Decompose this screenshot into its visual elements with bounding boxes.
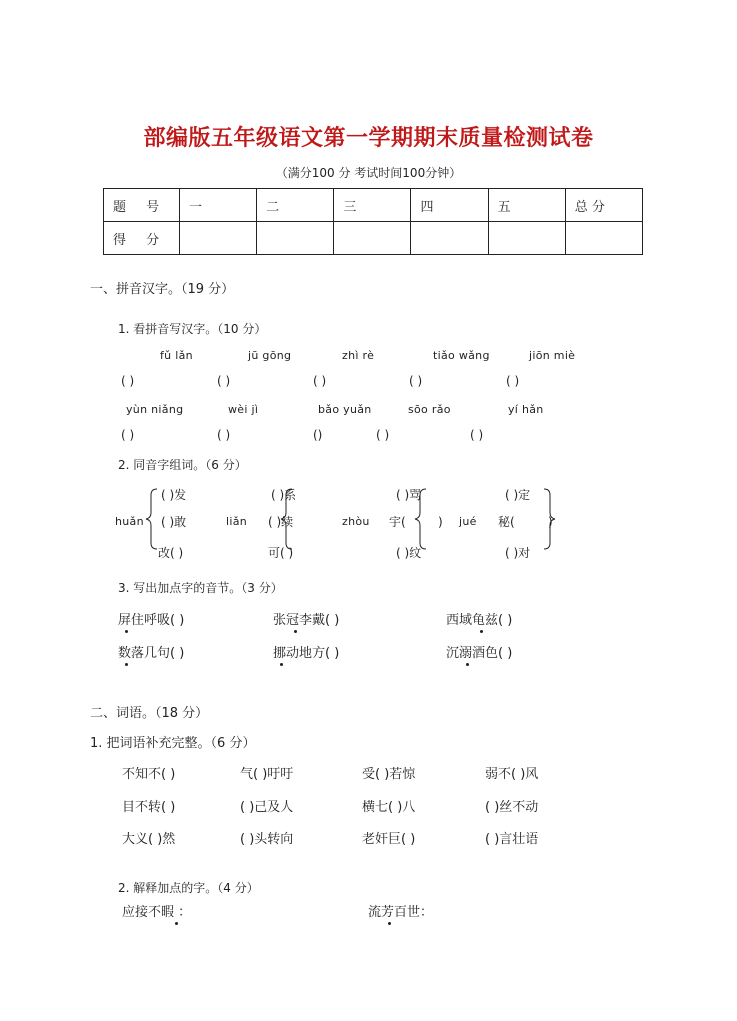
definition-item[interactable]: 应接不暇 ： [122, 905, 192, 920]
pronunciation-item[interactable] [446, 614, 512, 627]
pronunciation-item[interactable] [273, 614, 339, 627]
homophone-item[interactable]: ( )骂 [396, 488, 422, 502]
pronunciation-item[interactable] [118, 647, 184, 660]
pinyin: tiǎo wǎng [433, 349, 490, 362]
homophone-item[interactable]: ( )续 [268, 515, 294, 529]
table-cell: 总 分 [565, 189, 642, 222]
item-text: 数落几句( ) [118, 646, 185, 661]
idiom-item[interactable]: 横七( )八 [362, 800, 416, 815]
idiom-item[interactable]: 弱不( )风 [485, 767, 539, 782]
homophone-item[interactable]: ( )纹 [396, 546, 422, 560]
homophone-item[interactable]: ( )发 [161, 488, 187, 502]
pinyin: bǎo yuǎn [318, 403, 372, 416]
pinyin: jū gōng [248, 349, 292, 362]
emphasis-dot [294, 630, 297, 633]
pinyin: zhì rè [342, 349, 375, 362]
idiom-item[interactable]: 不知不( ) [122, 767, 176, 782]
answer-blank[interactable]: ( ) [217, 428, 231, 442]
page-subtitle: （满分100 分 考试时间100分钟） [275, 166, 462, 180]
pinyin: wèi jì [228, 403, 259, 416]
homophone-item[interactable]: ( )敢 [161, 515, 187, 529]
item-text: 西域龟兹( ) [446, 613, 513, 628]
answer-blank[interactable]: ( ) [121, 374, 135, 388]
question-label: 2. 同音字组词。（6 分） [118, 458, 247, 472]
emphasis-dot [388, 922, 391, 925]
idiom-item[interactable]: 老奸巨( ) [362, 832, 416, 847]
group-pinyin: jué [459, 515, 477, 528]
table-cell: 三 [334, 189, 411, 222]
question-label: 1. 把词语补充完整。（6 分） [90, 736, 256, 751]
answer-blank[interactable]: ( ) [313, 374, 327, 388]
homophone-item[interactable]: ( )系 [271, 488, 297, 502]
table-cell: 得 分 [104, 222, 180, 255]
idiom-item[interactable]: 目不转( ) [122, 800, 176, 815]
emphasis-dot [175, 922, 178, 925]
item-text: 张冠李戴( ) [273, 613, 340, 628]
pinyin: yí hǎn [508, 403, 544, 416]
item-text: 挪动地方( ) [273, 646, 340, 661]
answer-blank[interactable]: ( ) [506, 374, 520, 388]
answer-blank[interactable]: ( ) [121, 428, 135, 442]
pinyin: fǔ lǎn [160, 349, 193, 362]
homophone-prefix: 秘( [498, 515, 515, 529]
group-pinyin: huǎn [115, 515, 144, 528]
idiom-item[interactable]: 受( )若惊 [362, 767, 416, 782]
section-heading: 一、拼音汉字。（19 分） [90, 282, 235, 297]
table-cell: 二 [257, 189, 334, 222]
group-pinyin: zhòu [342, 515, 370, 528]
answer-blank[interactable]: ( ) [217, 374, 231, 388]
table-cell: 五 [488, 189, 565, 222]
idiom-item[interactable]: 大义( )然 [122, 832, 176, 847]
answer-blank[interactable]: () [313, 428, 323, 442]
homophone-item[interactable]: 可( ) [268, 546, 294, 560]
emphasis-dot [480, 630, 483, 633]
emphasis-dot [125, 630, 128, 633]
table-cell: 一 [180, 189, 257, 222]
question-label: 3. 写出加点字的音节。（3 分） [118, 581, 283, 595]
item-text: 屏住呼吸( ) [118, 613, 185, 628]
answer-blank[interactable]: ( ) [376, 428, 390, 442]
pronunciation-item[interactable] [446, 647, 512, 660]
answer-blank[interactable]: ( ) [409, 374, 423, 388]
emphasis-dot [280, 663, 283, 666]
homophone-item[interactable]: ) [548, 515, 553, 529]
idiom-item[interactable]: 气( )吁吁 [240, 767, 294, 782]
pronunciation-item[interactable] [273, 647, 339, 660]
answer-blank[interactable]: ( ) [470, 428, 484, 442]
item-text: 沉溺酒色( ) [446, 646, 513, 661]
question-label: 2. 解释加点的字。（4 分） [118, 881, 259, 895]
idiom-item[interactable]: ( )丝不动 [485, 800, 539, 815]
definition-item[interactable]: 流芳百世： [368, 905, 434, 920]
pinyin: sōo rǎo [408, 403, 451, 416]
homophone-prefix: 宇( [389, 515, 406, 529]
pronunciation-item[interactable] [118, 614, 184, 627]
group-pinyin: liǎn [226, 515, 248, 528]
idiom-item[interactable]: ( )头转向 [240, 832, 294, 847]
question-label: 1. 看拼音写汉字。（10 分） [118, 322, 267, 336]
homophone-item[interactable]: 改( ) [158, 546, 184, 560]
idiom-item[interactable]: ( )己及人 [240, 800, 294, 815]
section-heading: 二、词语。（18 分） [90, 706, 209, 721]
table-cell: 四 [411, 189, 488, 222]
homophone-item[interactable]: ) [438, 515, 443, 529]
homophone-item[interactable]: ( )对 [505, 546, 531, 560]
emphasis-dot [125, 663, 128, 666]
table-cell: 题 号 [104, 189, 180, 222]
brace-1 [146, 489, 157, 549]
idiom-item[interactable]: ( )言壮语 [485, 832, 539, 847]
emphasis-dot [466, 663, 469, 666]
pinyin: jiōn miè [529, 349, 576, 362]
homophone-item[interactable]: ( )定 [505, 488, 531, 502]
page-title: 部编版五年级语文第一学期期末质量检测试卷 [143, 126, 594, 151]
pinyin: yùn niǎng [126, 403, 184, 416]
